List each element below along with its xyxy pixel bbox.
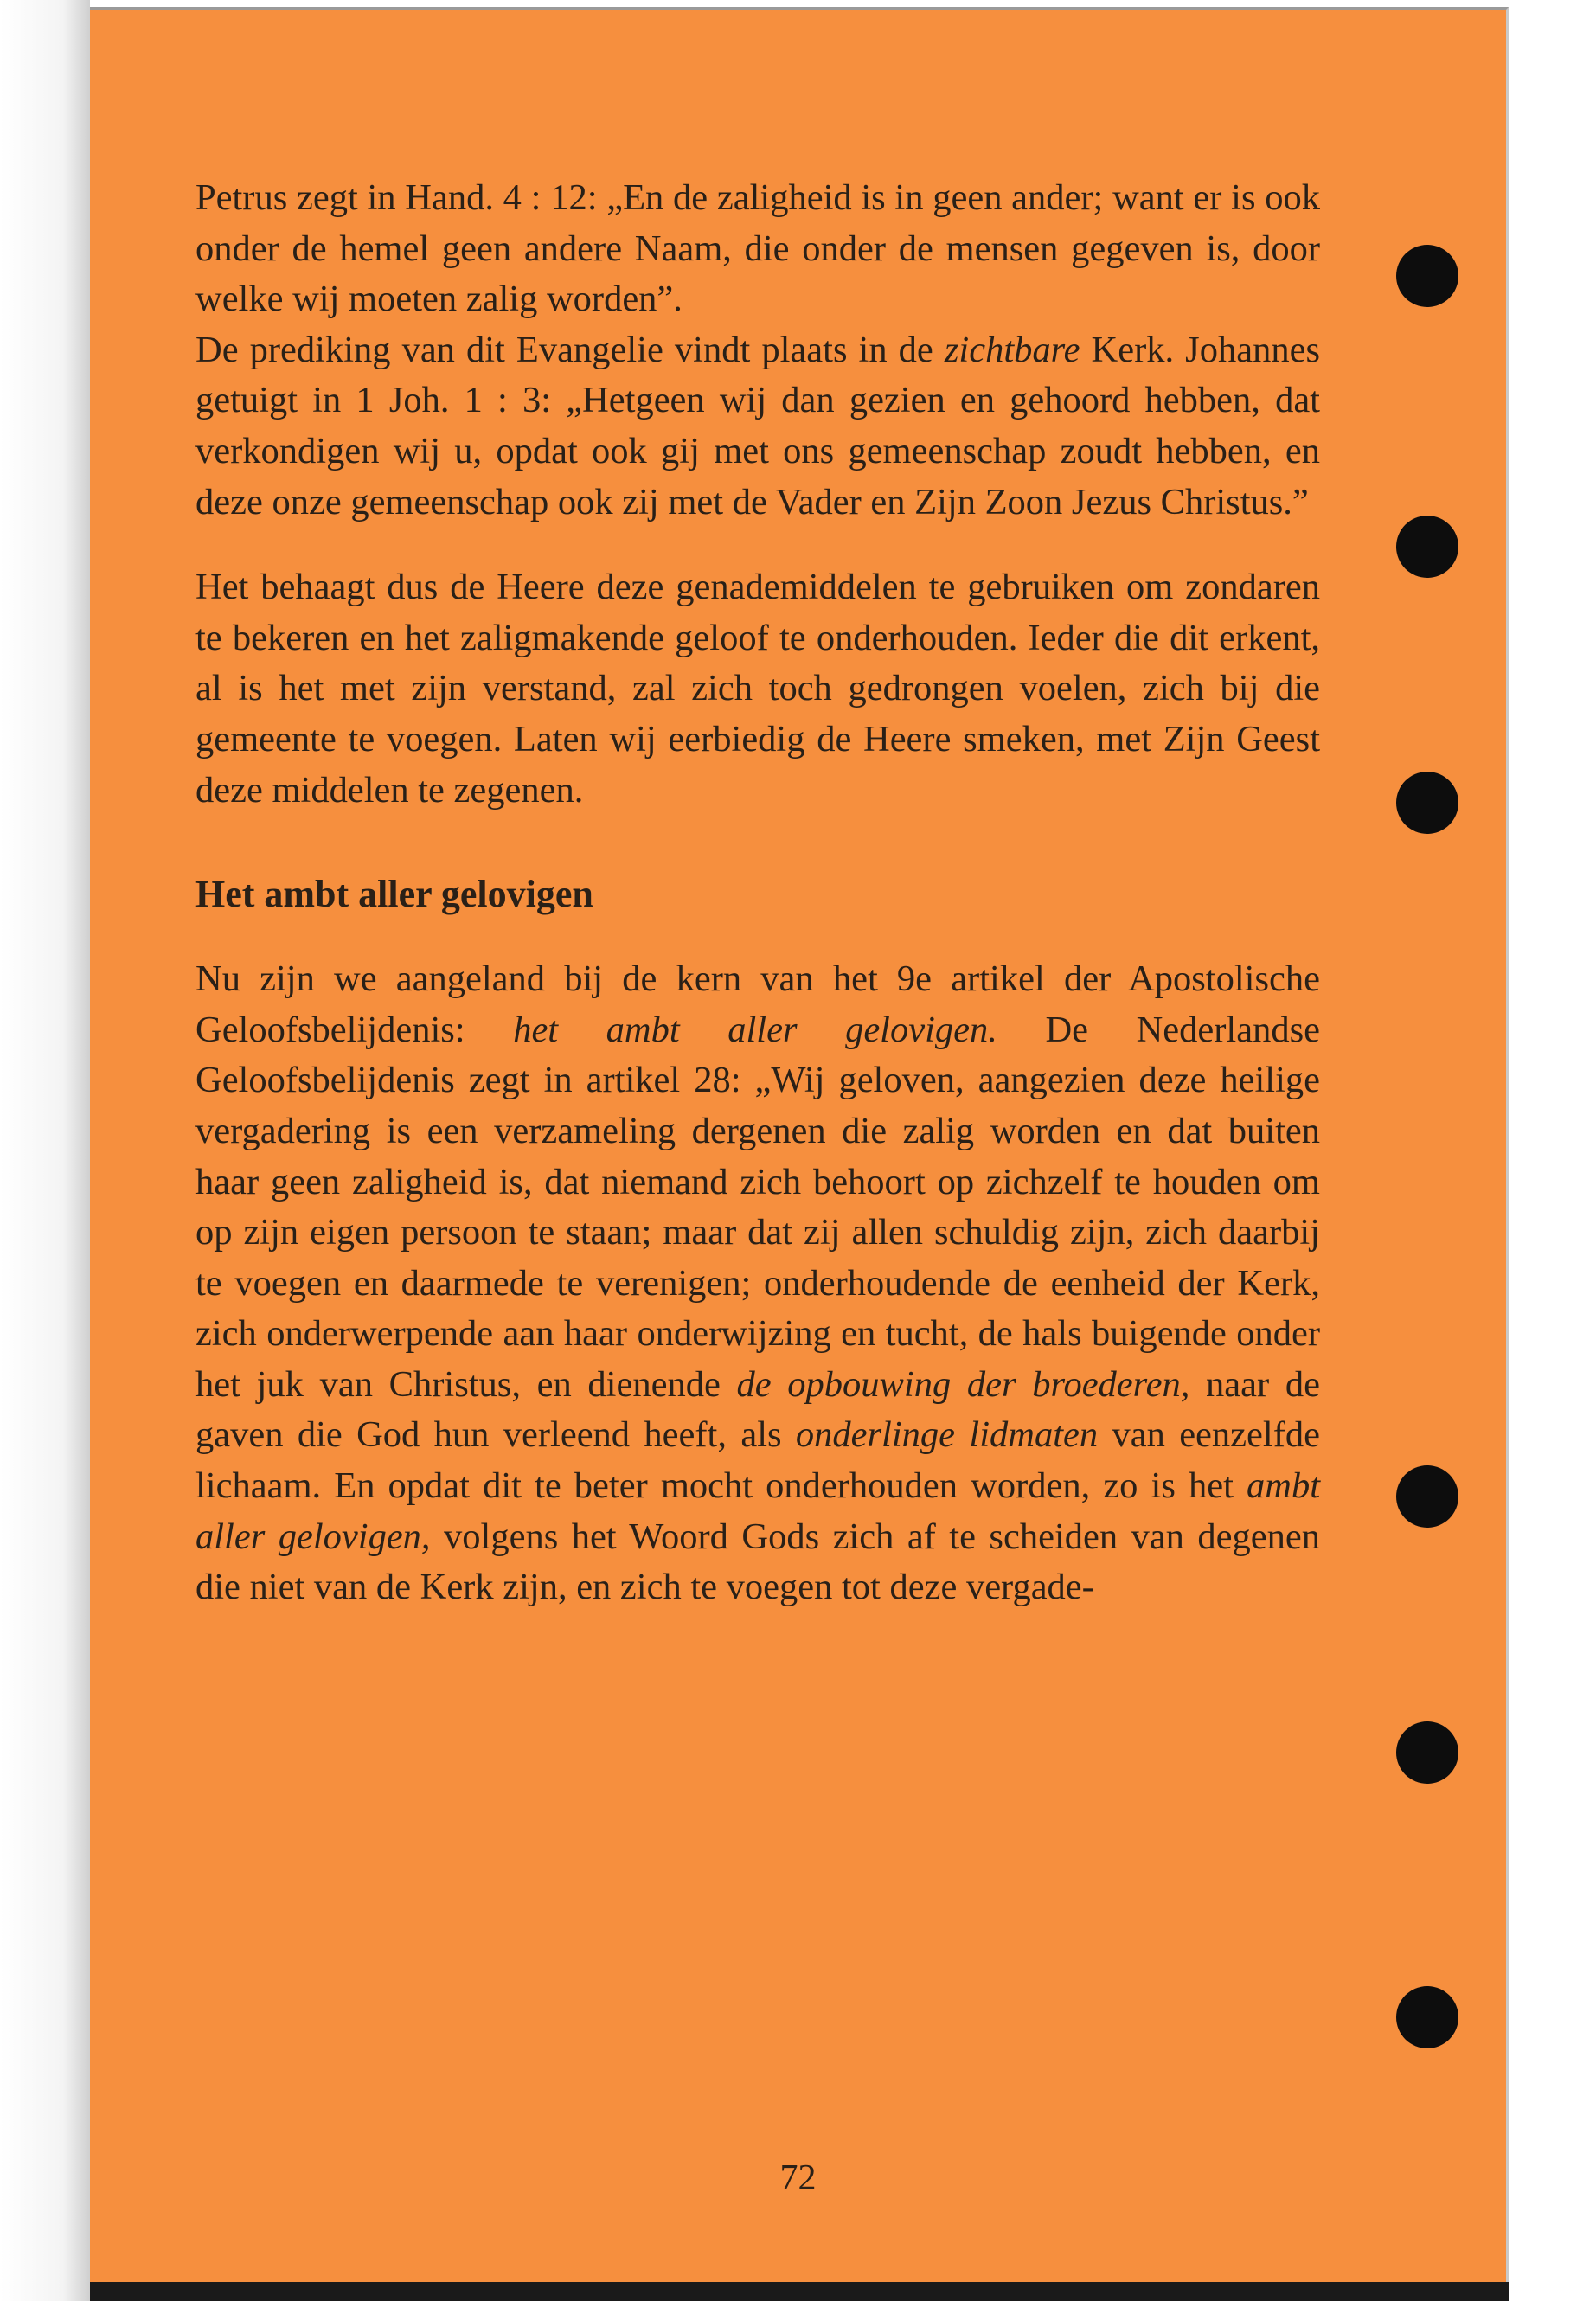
paragraph-prediking — [195, 325, 1320, 528]
page-bottom-edge — [90, 2282, 1509, 2301]
punch-hole — [1396, 1465, 1458, 1528]
text-run: naar de gaven die God hun verleend heeft, als — [195, 1363, 1320, 1456]
text-run: Nu zijn we aangeland bij de kern van het 9e artikel der Apostolische Geloofsbelijdenis: — [195, 958, 1320, 1050]
punch-hole — [1396, 516, 1458, 578]
text-run: Het behaagt dus de Heere deze genademiddelen te gebruiken om zondaren te bekeren en het zaligmakende geloof te onderhouden. Ieder die dit erkent, al is het met zijn verstand, zal zich toch gedrongen voelen, zich bij die gemeente te voegen. Laten wij eerbiedig de Heere smeken, met Zijn Geest deze middelen te zegenen. — [195, 567, 1320, 811]
paragraph-ambt — [195, 954, 1320, 1613]
scan-margin — [0, 0, 90, 2301]
page-number: 72 — [779, 2158, 817, 2198]
italic-text: de opbouwing der broederen, — [736, 1363, 1190, 1405]
text-run: Petrus zegt in Hand. 4 : 12: „En de zaligheid is in geen ander; want er is ook onder de hemel geen andere Naam, die onder de mensen gegeven is, door welke wij moeten zalig worden”. — [195, 177, 1320, 320]
italic-text: zichtbare — [944, 329, 1080, 370]
paragraph-petrus — [195, 173, 1320, 325]
italic-text: ambt aller gelovigen, — [195, 1465, 1320, 1557]
text-run: De prediking van dit Evangelie vindt plaats in de — [195, 329, 945, 370]
punch-hole — [1396, 245, 1458, 307]
body-text — [195, 173, 1320, 1613]
text-run: Kerk. Johannes getuigt in 1 Joh. 1 : 3: „Hetgeen wij dan gezien en gehoord hebben, dat verkondigen wij u, opdat ook gij met ons gemeenschap zoudt hebben, en deze onze gemeenschap ook zij met de Vader en Zijn Zoon Jezus Christus.” — [195, 329, 1320, 522]
text-run: volgens het Woord Gods zich af te scheiden van degenen die niet van de Kerk zijn, en zich te voegen tot deze vergade- — [195, 1516, 1320, 1608]
text-run: van eenzelfde lichaam. En opdat dit te beter mocht onderhouden worden, zo is het — [195, 1414, 1320, 1507]
text-run: De Nederlandse Geloofsbelijdenis zegt in artikel 28: „Wij geloven, aangezien deze heilige vergadering is een verzameling dergenen die zalig worden en dat buiten haar geen zaligheid is, dat niemand zich behoort op zichzelf te houden om op zijn eigen persoon te staan; maar dat zij allen schuldig zijn, zich daarbij te voegen en daarmede te verenigen; onderhoudende de eenheid der Kerk, zich onderwerpende aan haar onderwijzing en tucht, de hals buigende onder het juk van Christus, en dienende — [195, 1009, 1320, 1405]
punch-hole — [1396, 1986, 1458, 2048]
italic-text: onderlinge lidmaten — [795, 1414, 1099, 1456]
paragraph-behaagt — [195, 562, 1320, 816]
punch-hole — [1396, 1721, 1458, 1784]
section-heading: Het ambt aller gelovigen — [195, 873, 593, 916]
punch-hole — [1396, 772, 1458, 834]
italic-text: het ambt aller gelovigen. — [513, 1009, 997, 1050]
